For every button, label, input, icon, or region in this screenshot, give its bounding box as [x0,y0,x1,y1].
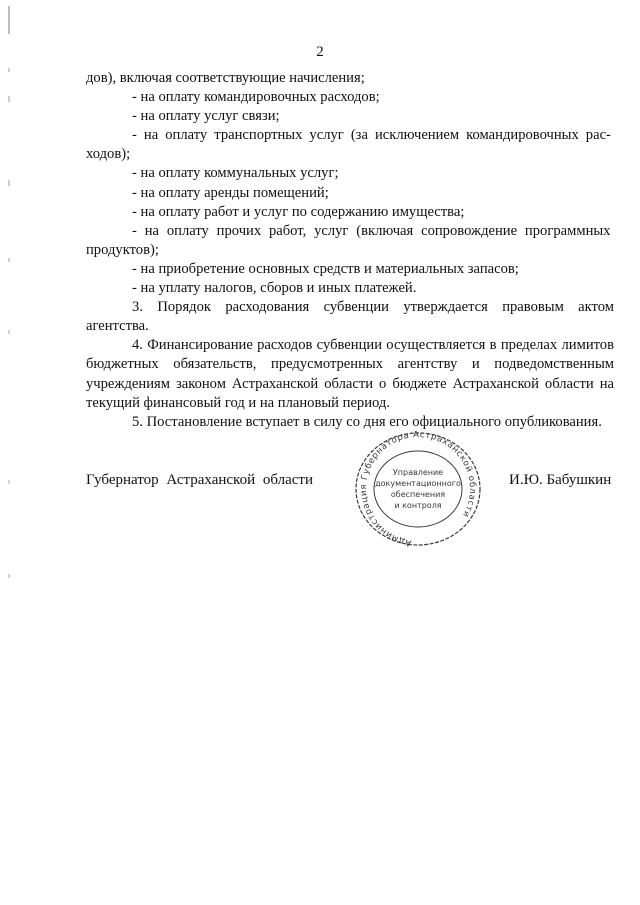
list-item: - на приобретение основных средств и материальных запасов; [132,260,519,277]
signatory-title: Губернатор Астраханской области [86,472,314,488]
svg-text:Администрация Губернатора Астр: Администрация Губернатора Астраханской области [358,430,478,548]
list-item: - на оплату работ и услуг по содержанию имущества; [132,203,465,220]
scan-edge-marks [0,0,20,905]
paragraph-4: 4. Финансирование расходов субвенции осуществляется в пределах лимитов бюджетных обязательств, предусмотренных агентству и подведомственным учреждениям законом Астраханской области о бюджете Астраханской области на текущий финансовый год и на плановый период. [86,337,614,411]
seal-line: Управление [392,468,444,477]
seal-line: документационного [375,479,461,488]
list-item: - на оплату транспортных услуг (за исключением командировочных рас- [132,127,611,144]
list-item-continuation: ходов); [86,146,131,163]
list-item: - на оплату прочих работ, услуг (включая сопровождение программных [132,222,611,239]
seal-line: и контроля [394,501,442,510]
list-item: - на оплату аренды помещений; [132,184,329,201]
paragraph-3: 3. Порядок расходования субвенции утверждается правовым актом агентства. [86,299,614,335]
list-item: - на оплату командировочных расходов; [132,89,380,106]
list-item: - на оплату коммунальных услуг; [132,165,339,182]
list-item: - на оплату услуг связи; [132,108,280,125]
paragraph-5: 5. Постановление вступает в силу со дня его официального опубликования. [132,413,602,430]
list-item-continuation: продуктов); [86,241,159,258]
seal-line: обеспечения [390,490,446,499]
signatory-name: И.Ю. Бабушкин [509,472,612,488]
continuation-line: дов), включая соответствующие начисления; [86,70,365,86]
list-item: - на уплату налогов, сборов и иных платежей. [132,280,417,297]
page-number: 2 [316,44,324,60]
official-seal-stamp [353,430,483,548]
document-body [86,69,614,432]
